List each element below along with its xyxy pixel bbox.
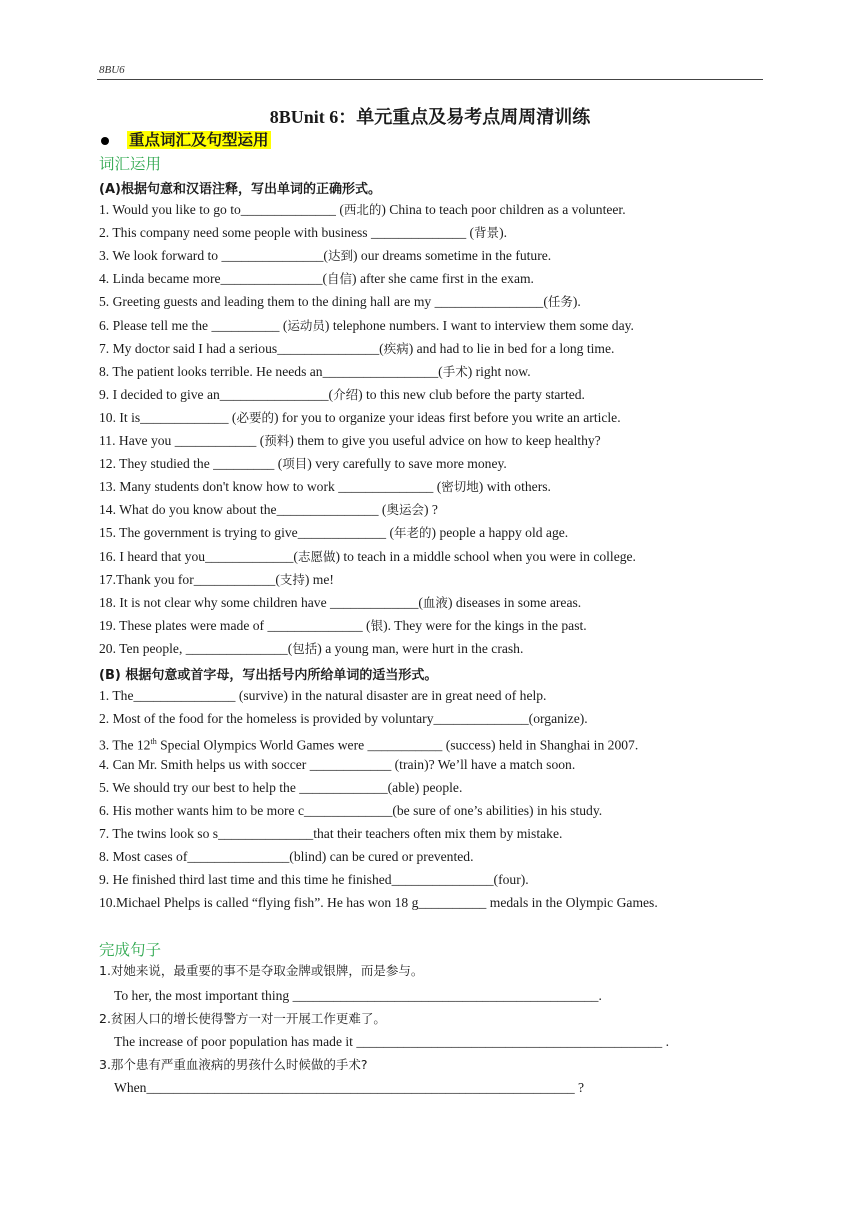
part-a-heading: (A)根据句意和汉语注释，写出单词的正确形式。 [99, 182, 381, 197]
complete-heading: 完成句子 [99, 941, 162, 959]
question-item: 1. The_______________ (survive) in the natural disaster are in great need of help. [99, 688, 547, 703]
complete-item-en: The increase of poor population has made it _____________________________________________ . [114, 1034, 670, 1049]
question-item: 4. Can Mr. Smith helps us with soccer ____________ (train)? We’ll have a match soon. [99, 757, 576, 772]
question-item: 6. Please tell me the __________ (运动员) telephone numbers. I want to interview them some day. [99, 317, 634, 333]
question-item: 18. It is not clear why some children have _____________(血液) diseases in some areas. [99, 594, 582, 610]
vocab-heading: 词汇运用 [99, 155, 162, 173]
complete-item-zh: 3.那个患有严重血液病的男孩什么时候做的手术? [99, 1057, 368, 1072]
complete-item-en: When_______________________________________________________________ ? [114, 1080, 585, 1095]
bullet-icon [101, 137, 109, 145]
question-text: Special Olympics World Games were ___________ (success) held in Shanghai in 2007. [156, 737, 639, 753]
question-item: 7. The twins look so s______________that their teachers often mix them by mistake. [99, 826, 563, 841]
question-item: 10.Michael Phelps is called “flying fish”. He has won 18 g__________ medals in the Olympic Games. [99, 895, 658, 910]
question-text: 3. The 12 [99, 737, 151, 753]
question-item: 2. Most of the food for the homeless is provided by voluntary______________(organize). [99, 711, 588, 726]
question-item: 4. Linda became more_______________(自信) after she came first in the exam. [99, 271, 534, 287]
question-item: 20. Ten people, _______________(包括) a young man, were hurt in the crash. [99, 640, 524, 656]
question-item: 19. These plates were made of ______________ (银). They were for the kings in the past. [99, 617, 587, 633]
section-heading [99, 128, 271, 150]
header-divider [97, 79, 763, 80]
question-item: 16. I heard that you_____________(志愿做) to teach in a middle school when you were in college. [99, 548, 636, 564]
question-item: 3. We look forward to _______________(达到) our dreams sometime in the future. [99, 248, 552, 264]
question-item: 10. It is_____________ (必要的) for you to organize your ideas first before you write an article. [99, 409, 621, 425]
question-item: 11. Have you ____________ (预料) them to give you useful advice on how to keep healthy? [99, 433, 601, 448]
section-heading-label: 重点词汇及句型运用 [129, 131, 269, 149]
question-item: 6. His mother wants him to be more c_____________(be sure of one’s abilities) in his study. [99, 803, 603, 818]
question-item [99, 733, 638, 755]
ordinal-suffix: th [150, 737, 157, 746]
complete-item-en: To her, the most important thing _____________________________________________. [114, 988, 602, 1003]
page-title: 8BUnit 6：单元重点及易考点周周清训练 [269, 107, 591, 127]
question-item: 12. They studied the _________ (项目) very carefully to save more money. [99, 456, 507, 472]
complete-item-zh: 2.贫困人口的增长使得警方一对一开展工作更难了。 [99, 1011, 386, 1026]
question-item: 14. What do you know about the_______________ (奥运会) ? [99, 502, 438, 518]
question-item: 17.Thank you for____________(支持) me! [99, 571, 334, 587]
question-item: 9. He finished third last time and this time he finished_______________(four). [99, 872, 529, 887]
question-item: 2. This company need some people with business ______________ (背景). [99, 225, 507, 241]
question-item: 5. Greeting guests and leading them to the dining hall are my ________________(任务). [99, 294, 581, 310]
question-item: 8. The patient looks terrible. He needs an_________________(手术) right now. [99, 363, 531, 379]
question-item: 8. Most cases of_______________(blind) can be cured or prevented. [99, 849, 474, 864]
question-item: 1. Would you like to go to______________ (西北的) China to teach poor children as a volunteer. [99, 202, 626, 217]
question-item: 7. My doctor said I had a serious_______________(疾病) and had to lie in bed for a long time. [99, 340, 615, 356]
complete-item-zh: 1.对她来说，最重要的事不是夺取金牌或银牌，而是参与。 [99, 963, 424, 978]
question-item: 5. We should try our best to help the _____________(able) people. [99, 780, 463, 795]
question-item: 15. The government is trying to give_____________ (年老的) people a happy old age. [99, 525, 569, 541]
question-item: 9. I decided to give an________________(介绍) to this new club before the party started. [99, 386, 585, 402]
part-b-heading: (B) 根据句意或首字母，写出括号内所给单词的适当形式。 [99, 668, 438, 683]
question-item: 13. Many students don't know how to work ______________ (密切地) with others. [99, 479, 551, 495]
page-header: 8BU6 [99, 64, 125, 76]
